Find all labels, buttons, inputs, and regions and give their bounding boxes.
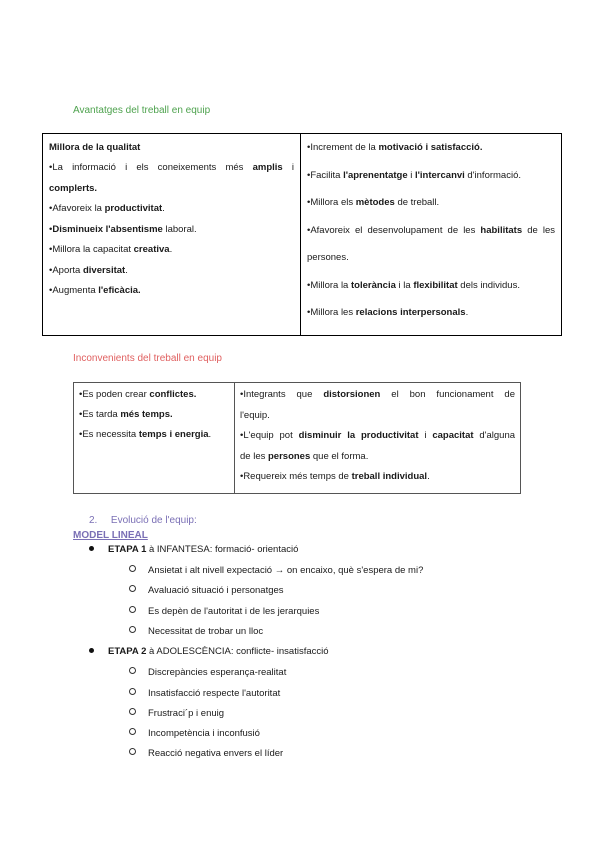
- bold-text: l'intercanvi: [415, 169, 465, 181]
- section-heading: [89, 515, 197, 526]
- bullet-circle-icon: [129, 688, 136, 695]
- list-item: [49, 162, 294, 183]
- text: •Requereix més temps de: [240, 471, 352, 482]
- stage-item: [129, 748, 283, 759]
- stage-item-text: Necessitat de trobar un lloc: [148, 625, 264, 637]
- list-item: [240, 451, 515, 472]
- bullet-circle-icon: [129, 585, 136, 592]
- stage-description: à ADOLESCÈNCIA: conflicte- insatisfacció: [146, 646, 329, 658]
- list-item: [79, 429, 229, 449]
- advantages-right-list: [307, 142, 555, 335]
- disadvantages-right-cell: [235, 383, 521, 494]
- text: •Millora la capacitat: [49, 244, 134, 255]
- list-item: [307, 170, 555, 198]
- bold-text: amplis: [252, 162, 283, 173]
- list-item: [49, 265, 294, 286]
- list-item: [240, 389, 515, 410]
- text: el bon funcionament de: [380, 389, 515, 400]
- bold-text: persones: [268, 450, 311, 462]
- bold-text: tolerància: [350, 279, 396, 291]
- advantages-left-cell: [43, 134, 301, 336]
- list-item: [79, 409, 229, 429]
- stage-item: [129, 667, 286, 678]
- bold-text: disminuir la productivitat: [298, 430, 419, 441]
- bold-text: conflictes.: [149, 389, 197, 400]
- stage-item: [129, 728, 260, 739]
- text: •Aporta: [49, 264, 83, 276]
- section-number: 2.: [89, 515, 98, 526]
- text: •Integrants que: [240, 389, 324, 400]
- list-item: [49, 224, 294, 245]
- bold-text: capacitat: [432, 430, 474, 441]
- bold-text: flexibilitat: [413, 279, 458, 291]
- bold-text: treball individual: [351, 471, 428, 482]
- text: •Augmenta: [49, 285, 99, 296]
- text: i: [418, 430, 433, 441]
- stage-item-text: Avaluació situació i personatges: [148, 585, 284, 597]
- stage-item-text: Frustraci´p i enuig: [148, 707, 225, 719]
- disadvantages-left-list: [79, 389, 229, 449]
- stage-label: ETAPA 1: [108, 544, 147, 555]
- text: •Es necessita: [79, 429, 139, 440]
- disadvantages-left-cell: [74, 383, 235, 494]
- text: •Millora les: [307, 307, 356, 318]
- text: persones.: [307, 252, 349, 263]
- stage-item-text: Reacció negativa envers el líder: [148, 748, 284, 760]
- bullet-circle-icon: [129, 565, 136, 572]
- text: de treball.: [394, 197, 440, 208]
- list-item: [49, 244, 294, 265]
- stage-item-text: Es depèn de l'autoritat i de les jerarquies: [148, 605, 320, 617]
- list-item: [240, 471, 515, 492]
- bold-text: habilitats: [480, 224, 523, 236]
- list-item: [307, 252, 555, 280]
- bullet-dot-icon: [89, 648, 94, 653]
- text: i: [282, 162, 295, 173]
- bold-text: complerts.: [49, 182, 98, 194]
- text: •: [49, 223, 53, 235]
- text: •Afavoreix el desenvolupament de les: [307, 224, 481, 236]
- list-item: [307, 307, 555, 335]
- advantages-heading: Avantatges del treball en equip: [73, 105, 211, 116]
- advantages-left-title: Millora de la qualitat: [49, 142, 141, 153]
- stage-item-text: Discrepàncies esperança-realitat: [148, 667, 287, 679]
- text: dels individus.: [457, 279, 520, 291]
- text: .: [162, 203, 165, 214]
- stage-item: [129, 565, 423, 576]
- list-item: [240, 430, 515, 451]
- list-item: [79, 389, 229, 409]
- text: .: [465, 307, 469, 318]
- stage-item: [129, 585, 284, 596]
- stage-item-text: Insatisfacció respecte l'autoritat: [148, 687, 281, 699]
- bold-text: mètodes: [355, 197, 395, 208]
- bullet-circle-icon: [129, 667, 136, 674]
- list-item: [307, 280, 555, 308]
- stage-item-text: Incompetència i inconfusió: [148, 728, 260, 740]
- bold-text: distorsionen: [323, 389, 381, 400]
- bullet-dot-icon: [89, 546, 94, 551]
- bullet-circle-icon: [129, 708, 136, 715]
- bold-text: productivitat: [104, 203, 163, 214]
- text: .: [427, 471, 430, 482]
- bold-text: temps i energia: [138, 429, 209, 440]
- bold-text: l'eficàcia.: [98, 285, 141, 296]
- section-title: Evolució de l'equip:: [110, 515, 197, 526]
- list-item: [49, 285, 294, 306]
- text: •Es tarda: [79, 409, 121, 420]
- list-item: [49, 203, 294, 224]
- stage-heading: [89, 544, 298, 555]
- text: que el forma.: [310, 450, 369, 462]
- bold-text: diversitat: [82, 264, 126, 276]
- bullet-circle-icon: [129, 626, 136, 633]
- text: •La informació i els coneixements més: [49, 162, 253, 173]
- list-item: [307, 197, 555, 225]
- text: l'equip.: [240, 409, 270, 421]
- text: •Millora la: [307, 279, 351, 291]
- text: •Millora els: [307, 197, 356, 208]
- bold-text: creativa: [133, 244, 170, 255]
- text: d'alguna: [473, 430, 516, 441]
- text: .: [208, 429, 212, 440]
- text: .: [169, 244, 173, 255]
- advantages-table: [42, 133, 562, 336]
- text: •Afavoreix la: [49, 203, 105, 214]
- list-item: [49, 183, 294, 204]
- bullet-circle-icon: [129, 728, 136, 735]
- bullet-circle-icon: [129, 748, 136, 755]
- stage-description: à INFANTESA: formació- orientació: [146, 544, 299, 555]
- text: de les: [522, 224, 555, 236]
- bold-text: més temps.: [120, 409, 173, 420]
- stage-item-text: Ansietat i alt nivell expectació → on encaixo, què s'espera de mi?: [148, 565, 424, 576]
- stage-item: [129, 708, 224, 719]
- advantages-right-cell: [301, 134, 562, 336]
- text: i: [407, 169, 416, 181]
- disadvantages-right-list: [240, 389, 515, 492]
- list-item: [307, 142, 555, 170]
- text: de les: [240, 450, 268, 462]
- text: •Facilita: [307, 169, 344, 181]
- stage-label: ETAPA 2: [108, 646, 147, 658]
- bold-text: relacions interpersonals: [355, 307, 466, 318]
- bullet-circle-icon: [129, 606, 136, 613]
- text: laboral.: [162, 223, 197, 235]
- text: •L'equip pot: [240, 430, 299, 441]
- stage-item: [129, 606, 319, 617]
- text: •Es poden crear: [79, 389, 150, 400]
- text: .: [125, 264, 128, 276]
- model-label: MODEL LINEAL: [73, 530, 148, 541]
- text: d'informació.: [464, 169, 521, 181]
- bold-text: l'aprenentatge: [343, 169, 408, 181]
- stage-item: [129, 688, 280, 699]
- bold-text: Disminueix l'absentisme: [52, 223, 163, 235]
- list-item: [240, 410, 515, 431]
- advantages-left-list: [49, 162, 294, 306]
- text: •Increment de la: [307, 142, 379, 153]
- disadvantages-table: [73, 382, 521, 494]
- bold-text: motivació i satisfacció.: [378, 142, 483, 153]
- stage-item: [129, 626, 263, 637]
- stage-heading: [89, 646, 329, 657]
- disadvantages-heading: Inconvenients del treball en equip: [73, 353, 222, 364]
- list-item: [307, 225, 555, 253]
- text: i la: [395, 279, 414, 291]
